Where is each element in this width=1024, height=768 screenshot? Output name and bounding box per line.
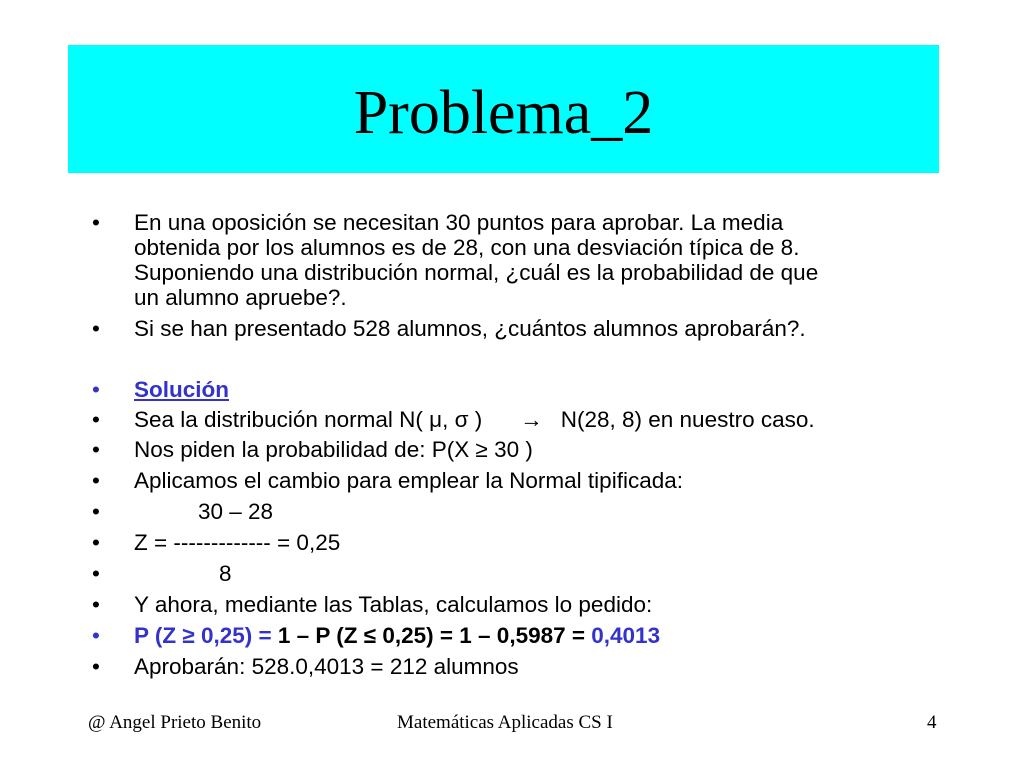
text-line: Aprobarán: 528.0,4013 = 212 alumnos: [134, 654, 519, 679]
text-line: Y ahora, mediante las Tablas, calculamos lo pedido:: [134, 592, 653, 617]
bullet-marker: •: [92, 210, 100, 235]
fraction-denominator: 8: [219, 561, 232, 586]
bullet-marker: •: [92, 316, 100, 341]
text-line: Nos piden la probabilidad de: P(X ≥ 30 ): [134, 437, 533, 462]
text-line: Si se han presentado 528 alumnos, ¿cuántos alumnos aprobarán?.: [134, 316, 806, 341]
bullet-marker: •: [92, 623, 100, 648]
bullet-marker: •: [92, 592, 100, 617]
text-segment: P (Z ≥ 0,25) =: [134, 623, 278, 648]
bullet-marker: •: [92, 530, 100, 555]
bullet-marker: •: [92, 654, 100, 679]
solution-heading: Solución: [134, 377, 229, 402]
page-title: Problema_2: [353, 79, 654, 147]
text-line: Aplicamos el cambio para emplear la Normal tipificada:: [134, 468, 683, 493]
bullet-marker: •: [92, 437, 100, 462]
footer-author: @ Angel Prieto Benito: [88, 712, 262, 733]
fraction-numerator: 30 – 28: [198, 499, 274, 524]
result-value: 0,4013: [591, 623, 661, 648]
text-segment: 1 – P (Z ≤ 0,25) = 1 – 0,5987 =: [277, 623, 592, 648]
bullet-marker: •: [92, 468, 100, 493]
footer-course: Matemáticas Aplicadas CS I: [397, 712, 613, 733]
z-formula: Z = ------------- = 0,25: [134, 530, 341, 555]
arrow-right-icon: →: [520, 407, 543, 432]
final-result-line: [134, 623, 660, 648]
problem-paragraph: [134, 210, 818, 310]
text-line: En una oposición se necesitan 30 puntos para aprobar. La media: [134, 210, 784, 235]
bullet-marker: •: [92, 407, 100, 432]
footer-page-number: 4: [927, 712, 937, 733]
text-line: obtenida por los alumnos es de 28, con una desviación típica de 8.: [134, 235, 800, 260]
text-line: Suponiendo una distribución normal, ¿cuál es la probabilidad de que: [134, 260, 819, 285]
bullet-marker: •: [92, 499, 100, 524]
text-segment: N(28, 8) en nuestro caso.: [560, 407, 815, 432]
bullet-marker: •: [92, 377, 100, 402]
text-segment: Sea la distribución normal N( μ, σ ): [134, 407, 483, 432]
bullet-marker: •: [92, 561, 100, 586]
distribution-line: [134, 407, 815, 432]
text-line: un alumno apruebe?.: [134, 285, 347, 310]
